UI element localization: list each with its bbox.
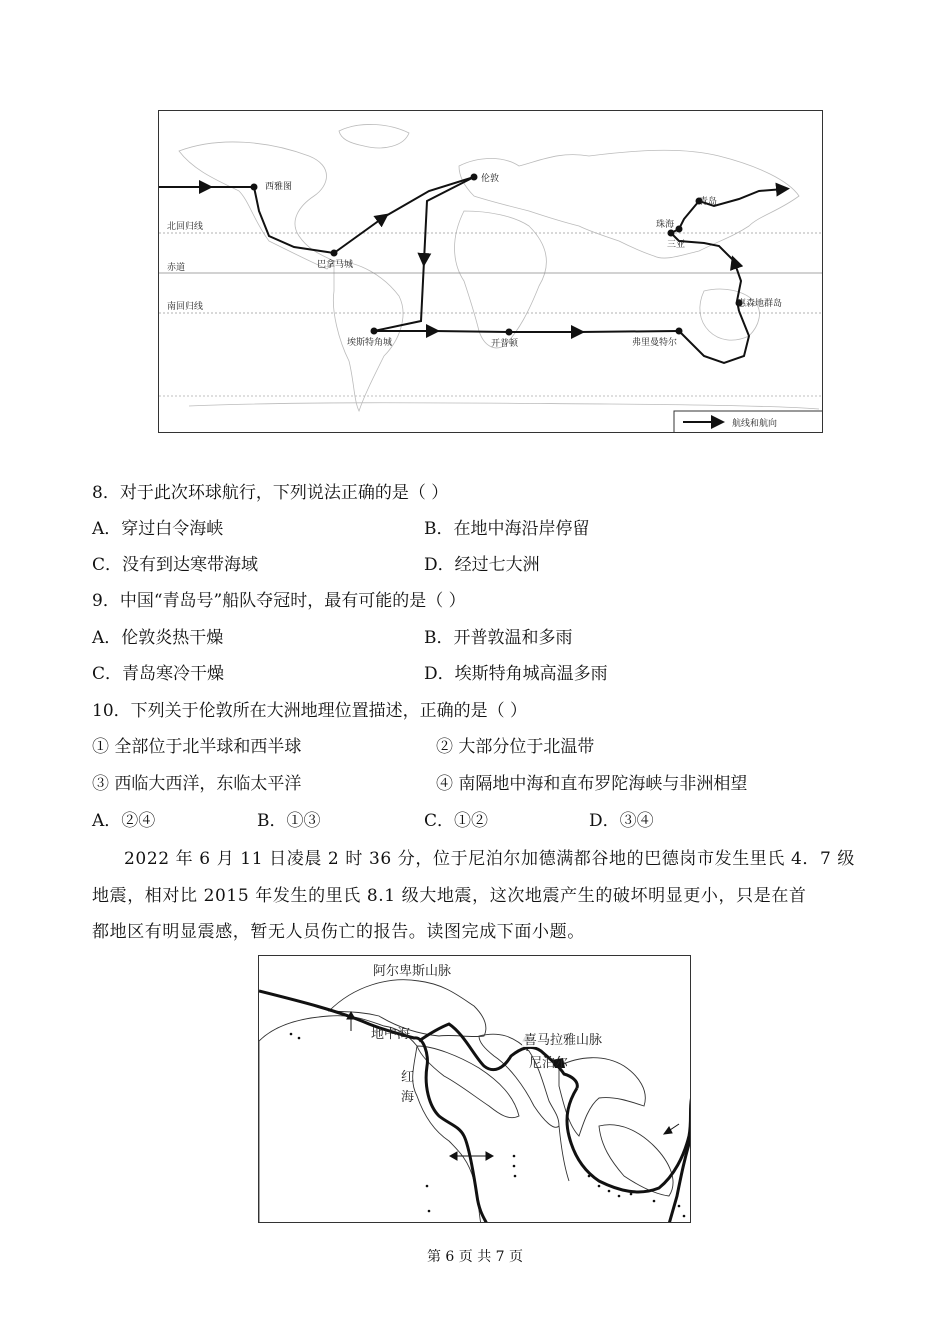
seattle-label: 西雅图 bbox=[265, 182, 293, 192]
world-route-map-svg bbox=[159, 111, 823, 433]
red-sea-label-1: 红 bbox=[401, 1070, 415, 1085]
fremantle-marker bbox=[676, 328, 683, 335]
london-label: 伦敦 bbox=[481, 174, 500, 184]
q10-statement-4: ④ 南隔地中海和直布罗陀海峡与非洲相望 bbox=[436, 774, 748, 794]
page-footer: 第 6 页 共 7 页 bbox=[426, 1249, 524, 1265]
passage-line-1: 2022 年 6 月 11 日凌晨 2 时 36 分，位于尼泊尔加德满都谷地的巴德岗市发生里氏 4．7 级 bbox=[124, 849, 856, 869]
tropic-of-cancer-label: 北回归线 bbox=[167, 222, 204, 232]
fremantle-label: 弗里曼特尔 bbox=[632, 338, 678, 348]
q10-option-b: B．①③ bbox=[257, 811, 321, 831]
capetown-label: 开普顿 bbox=[491, 339, 519, 349]
red-sea-label-2: 海 bbox=[401, 1090, 415, 1105]
q8-option-a: A．穿过白令海峡 bbox=[92, 519, 224, 539]
plate-boundary bbox=[259, 991, 691, 1223]
passage-line-3: 都地区有明显震感，暂无人员伤亡的报告。读图完成下面小题。 bbox=[92, 922, 585, 942]
sanya-marker bbox=[668, 230, 675, 237]
itajai-marker bbox=[371, 328, 378, 335]
capetown-marker bbox=[506, 329, 513, 336]
himalaya-label: 喜马拉雅山脉 bbox=[524, 1033, 603, 1048]
q8-option-d: D．经过七大洲 bbox=[424, 555, 540, 575]
sailing-route bbox=[159, 177, 784, 363]
q8-option-c: C．没有到达寒带海域 bbox=[92, 555, 259, 575]
q10-statement-3: ③ 西临大西洋，东临太平洋 bbox=[92, 774, 302, 794]
itajai-label: 埃斯特角城 bbox=[347, 338, 393, 348]
mediterranean-label: 地中海 bbox=[371, 1027, 411, 1042]
world-route-map bbox=[158, 110, 823, 433]
q10-option-a: A．②④ bbox=[92, 811, 156, 831]
q10-statement-1: ① 全部位于北半球和西半球 bbox=[92, 737, 302, 757]
q10-stem: 10．下列关于伦敦所在大洲地理位置描述，正确的是（ ） bbox=[92, 701, 528, 721]
zhuhai-marker bbox=[676, 226, 683, 233]
nepal-label: 尼泊尔 bbox=[529, 1056, 569, 1071]
legend-label: 航线和航向 bbox=[732, 419, 778, 429]
q9-option-c: C．青岛寒冷干燥 bbox=[92, 664, 225, 684]
passage-line-2: 地震，相对比 2015 年发生的里氏 8.1 级大地震，这次地震产生的破坏明显更小，只是在首 bbox=[92, 886, 807, 906]
q10-option-c: C．①② bbox=[424, 811, 489, 831]
q8-option-b: B．在地中海沿岸停留 bbox=[424, 519, 590, 539]
london-marker bbox=[471, 174, 478, 181]
equator-label: 赤道 bbox=[167, 263, 186, 273]
qingdao-label: 青岛 bbox=[699, 197, 718, 207]
seattle-marker bbox=[251, 184, 258, 191]
q10-statement-2: ② 大部分位于北温带 bbox=[436, 737, 595, 757]
zhuhai-label: 珠海 bbox=[656, 220, 675, 230]
tropic-of-capricorn-label: 南回归线 bbox=[167, 302, 204, 312]
plate-boundary-map-svg bbox=[259, 956, 691, 1223]
q9-option-d: D．埃斯特角城高温多雨 bbox=[424, 664, 608, 684]
map1-legend bbox=[674, 411, 823, 433]
plate-boundary-map bbox=[258, 955, 691, 1223]
q9-stem: 9．中国“青岛号”船队夺冠时，最有可能的是（ ） bbox=[92, 591, 466, 611]
city-markers bbox=[251, 174, 743, 336]
alps-label: 阿尔卑斯山脉 bbox=[373, 964, 452, 979]
q8-stem: 8．对于此次环球航行，下列说法正确的是（ ） bbox=[92, 483, 449, 503]
q9-option-a: A．伦敦炎热干燥 bbox=[92, 628, 224, 648]
sanya-label: 三亚 bbox=[667, 240, 686, 250]
panama-marker bbox=[331, 250, 338, 257]
panama-label: 巴拿马城 bbox=[317, 260, 354, 270]
q9-option-b: B．开普敦温和多雨 bbox=[424, 628, 573, 648]
q10-option-d: D．③④ bbox=[589, 811, 654, 831]
whitsunday-label: 惠森地群岛 bbox=[737, 299, 783, 309]
continent-outlines bbox=[179, 124, 819, 411]
